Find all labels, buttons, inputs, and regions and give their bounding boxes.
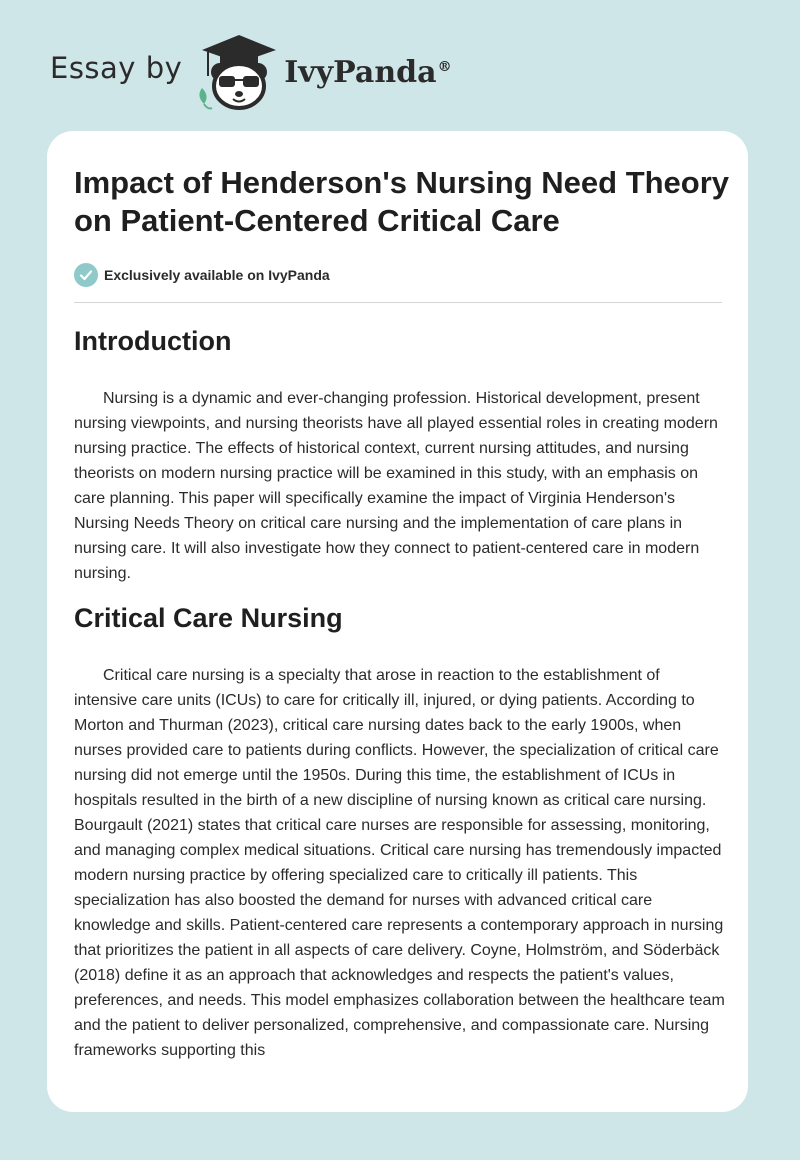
divider [74,302,722,303]
brand-name: IvyPanda® [284,54,452,90]
exclusive-label: Exclusively available on IvyPanda [104,267,330,283]
check-icon [74,263,98,287]
section-heading-critical-care-nursing: Critical Care Nursing [74,603,343,633]
section-paragraph-introduction: Nursing is a dynamic and ever-changing profession. Historical development, present nursing viewpoints, and nursing theorists have all played essential roles in creating modern nursing practice. The effects of historical context, current nursing attitudes, and nursing theorists on modern nursing practice will be examined in this study, with an emphasis on care planning. This paper will specifically examine the impact of Virginia Henderson's Nursing Needs Theory on critical care nursing and the implementation of care plans in nursing care. It will also investigate how they connect to patient-centered care in modern nursing. [74,390,718,582]
page-title: Impact of Henderson's Nursing Need Theory on Patient-Centered Critical Care [74,165,730,238]
brand-header [50,34,452,114]
brand-prefix: Essay by [50,51,183,85]
section-heading-introduction: Introduction [74,326,232,356]
essay-card [47,131,748,1112]
panda-logo-icon [194,32,280,117]
registered-mark: ® [437,58,452,75]
section-paragraph-critical-care-nursing: Critical care nursing is a specialty that arose in reaction to the establishment of intensive care units (ICUs) to care for critically ill, injured, or dying patients. According to Morton and Thurman (2023), critical care nursing dates back to the early 1900s, when nurses provided care to patients during conflicts. However, the specialization of critical care nursing did not emerge until the 1950s. During this time, the establishment of ICUs in hospitals resulted in the birth of a new discipline of nursing known as critical care nursing. Bourgault (2021) states that critical care nurses are responsible for assessing, monitoring, and managing complex medical situations. Critical care nursing has tremendously impacted modern nursing practice by offering specialized care to critically ill patients. This specialization has also boosted the demand for nurses with advanced critical care knowledge and skills. Patient-centered care represents a contemporary approach in nursing that prioritizes the patient in all aspects of care delivery. Coyne, Holmström, and Söderbäck (2018) define it as an approach that acknowledges and respects the patient's values, preferences, and needs. This model emphasizes collaboration between the healthcare team and the patient to deliver personalized, comprehensive, and compassionate care. Nursing frameworks supporting this [74,667,725,1059]
exclusive-badge [74,263,330,287]
